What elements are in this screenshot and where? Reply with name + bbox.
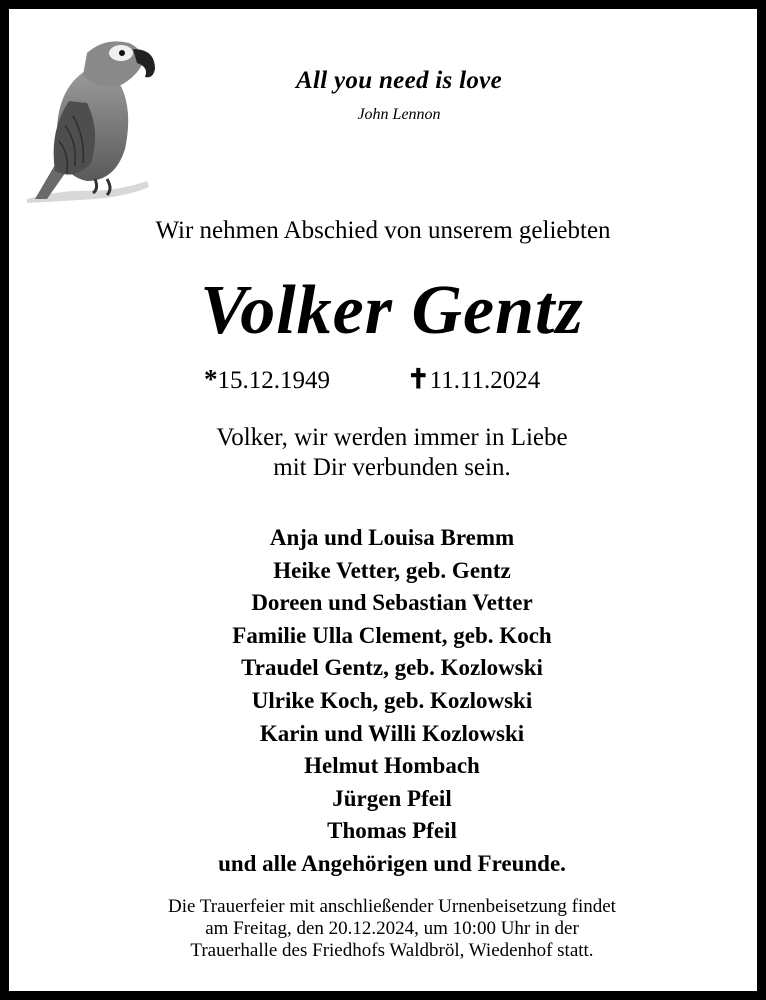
mourner-name: Ulrike Koch, geb. Kozlowski bbox=[251, 687, 533, 713]
mourner-name: Doreen und Sebastian Vetter bbox=[251, 590, 533, 616]
message-line: mit Dir verbunden sein. bbox=[273, 454, 511, 481]
death-date-group bbox=[407, 364, 540, 395]
birth-star-icon: * bbox=[204, 364, 218, 394]
quote-author: John Lennon bbox=[357, 106, 441, 123]
mourner-closing: und alle Angehörigen und Freunde. bbox=[218, 850, 566, 876]
mourner-name: Karin und Willi Kozlowski bbox=[259, 720, 525, 746]
intro-text: Wir nehmen Abschied von unserem geliebten bbox=[155, 217, 611, 244]
quote-text: All you need is love bbox=[296, 67, 502, 94]
memorial-message bbox=[9, 423, 766, 483]
birth-date-group bbox=[204, 364, 330, 395]
mourner-name: Traudel Gentz, geb. Kozlowski bbox=[241, 655, 543, 681]
mourners-list bbox=[9, 522, 766, 881]
mourner-name: Familie Ulla Clement, geb. Koch bbox=[232, 622, 552, 648]
death-date: 11.11.2024 bbox=[429, 367, 541, 394]
mourner-name: Heike Vetter, geb. Gentz bbox=[273, 557, 511, 583]
obituary-card bbox=[9, 9, 757, 991]
funeral-line: Die Trauerfeier mit anschließender Urnenbeisetzung findet bbox=[168, 896, 616, 917]
funeral-line: Trauerhalle des Friedhofs Waldbröl, Wiedenhof statt. bbox=[190, 940, 594, 961]
mourner-name: Thomas Pfeil bbox=[327, 818, 457, 844]
mourner-name: Helmut Hombach bbox=[304, 753, 480, 779]
death-cross-icon: ✝ bbox=[407, 364, 430, 394]
funeral-line: am Freitag, den 20.12.2024, um 10:00 Uhr in der bbox=[205, 918, 579, 939]
birth-date: 15.12.1949 bbox=[217, 367, 330, 394]
mourner-name: Anja und Louisa Bremm bbox=[269, 525, 515, 550]
message-line: Volker, wir werden immer in Liebe bbox=[216, 424, 568, 451]
mourner-name: Jürgen Pfeil bbox=[332, 785, 452, 811]
parrot-illustration bbox=[25, 31, 165, 203]
funeral-notice bbox=[9, 896, 766, 962]
deceased-name: Volker Gentz bbox=[200, 272, 584, 349]
